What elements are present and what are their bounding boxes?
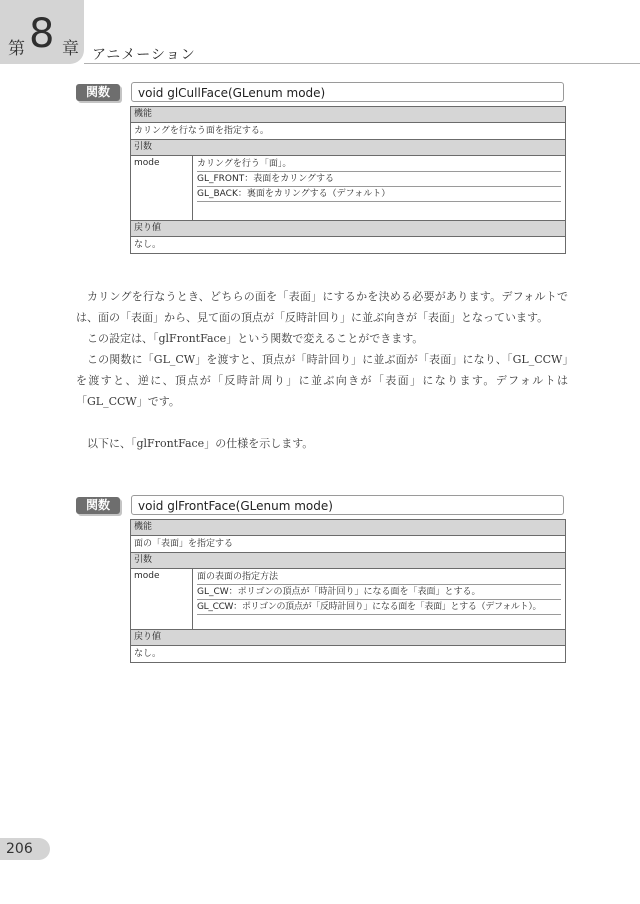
chapter-suffix: 章: [62, 39, 79, 59]
args-header: 引数: [131, 140, 565, 156]
paragraph: カリングを行なうとき、どちらの面を「表面」にするかを決める必要があります。デフォルトでは、面の「表面」から、見て面の頂点が「反時計回り」に並ぶ向きが「表面」となっています。: [76, 290, 568, 324]
return-header: 戻り値: [131, 221, 565, 237]
paragraph: 以下に、「glFrontFace」の仕様を示します。: [87, 437, 314, 450]
arg-line: GL_CCW：ポリゴンの頂点が「反時計回り」になる面を「表面」とする（デフォルト）。: [197, 600, 561, 615]
spec-table: [130, 519, 566, 663]
chapter-title: アニメーション: [92, 47, 196, 63]
arg-line: GL_CW：ポリゴンの頂点が「時計回り」になる面を「表面」とする。: [197, 585, 561, 600]
arg-line: カリングを行う「面」。: [197, 157, 561, 172]
body-text: [76, 286, 568, 454]
feature-text: カリングを行なう面を指定する。: [131, 123, 565, 140]
paragraph: この設定は、「glFrontFace」という関数で変えることができます。: [87, 332, 424, 345]
return-header: 戻り値: [131, 630, 565, 646]
arg-name: mode: [131, 569, 193, 629]
args-header: 引数: [131, 553, 565, 569]
arg-line: [197, 615, 561, 629]
function-signature: void glCullFace(GLenum mode): [131, 82, 564, 102]
feature-header: 機能: [131, 107, 565, 123]
page-number-tab: [0, 838, 50, 860]
chapter-number: 8: [29, 11, 55, 57]
chapter-prefix: 第: [8, 39, 25, 59]
paragraph: [76, 412, 568, 433]
feature-text: 面の「表面」を指定する: [131, 536, 565, 553]
arg-line: 面の表面の指定方法: [197, 570, 561, 585]
arg-row: [131, 569, 565, 630]
function-label: 関数: [76, 84, 120, 101]
arg-line: GL_BACK：裏面をカリングする（デフォルト）: [197, 187, 561, 202]
paragraph: この関数に「GL_CW」を渡すと、頂点が「時計回り」に並ぶ面が「表面」になり、「GL_CCW」を渡すと、逆に、頂点が「反時計周り」に並ぶ向きが「表面」になります。デフォルトは「GL_CCW」です。: [76, 353, 568, 408]
spec-table: [130, 106, 566, 254]
arg-description: [197, 156, 565, 220]
arg-line: [197, 202, 561, 220]
arg-description: [197, 569, 565, 629]
arg-row: [131, 156, 565, 221]
function-signature: void glFrontFace(GLenum mode): [131, 495, 564, 515]
function-label: 関数: [76, 497, 120, 514]
return-text: なし。: [131, 646, 565, 662]
chapter-tab: [0, 0, 84, 64]
arg-name: mode: [131, 156, 193, 220]
arg-line: GL_FRONT：表面をカリングする: [197, 172, 561, 187]
page-number: 206: [6, 841, 33, 857]
return-text: なし。: [131, 237, 565, 253]
header-rule: [84, 63, 640, 64]
feature-header: 機能: [131, 520, 565, 536]
